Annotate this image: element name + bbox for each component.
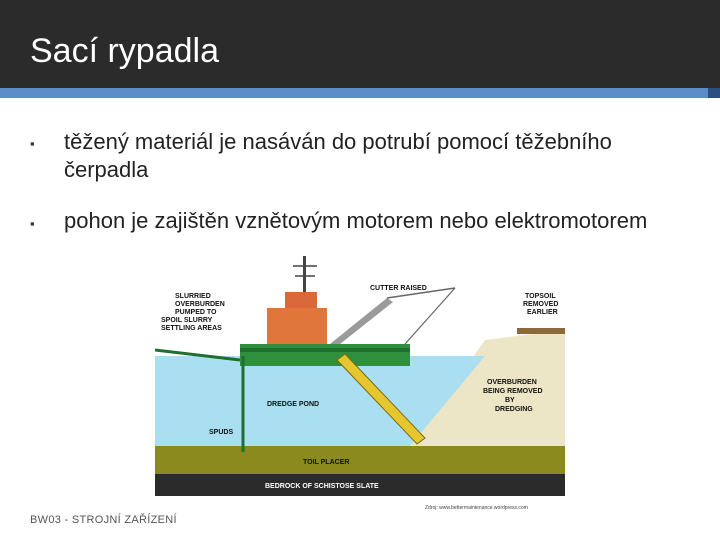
dredge-house [267,308,327,344]
image-source: Zdroj: www.bettermaintenance.wordpress.com [425,505,528,511]
bullet-icon: ▪ [30,216,35,231]
bullet-icon: ▪ [30,136,35,151]
svg-text:BEDROCK OF SCHISTOSE SLATE: BEDROCK OF SCHISTOSE SLATE [265,483,379,490]
accent-bar [0,88,720,98]
slide-footer: BW03 - STROJNÍ ZAŘÍZENÍ [30,514,177,526]
svg-text:TOIL PLACER: TOIL PLACER [303,459,350,466]
dredge-hull [240,344,410,366]
svg-text:DREDGE POND: DREDGE POND [267,401,320,408]
dredge-diagram [155,252,565,496]
svg-text:TOPSOILREMOVEDEARLIER: TOPSOIL REMOVED EARLIER [523,293,559,316]
bullet-text-2: pohon je zajištěn vznětovým motorem nebo elektromotorem [64,208,648,233]
accent-bar-end [708,88,720,98]
svg-text:OVERBURDENBEING REMOVEDBYDREDG: OVERBURDEN BEING REMOVED BY DREDGING [483,379,543,413]
svg-text:SPUDS: SPUDS [209,429,234,436]
slide-title: Sací rypadla [30,32,219,70]
svg-text:CUTTER RAISED: CUTTER RAISED [370,285,427,292]
placer-layer [155,446,565,474]
bullet-text-1: těžený materiál je nasáván do potrubí pomocí těžebního čerpadla [64,129,612,182]
gantry [330,298,393,344]
topsoil-strip [517,328,565,334]
svg-text:SLURRIEDOVERBURDENPUMPED TOSPO: SLURRIED OVERBURDEN PUMPED TO SPOIL SLURRY SETTLING AREAS [161,293,225,332]
